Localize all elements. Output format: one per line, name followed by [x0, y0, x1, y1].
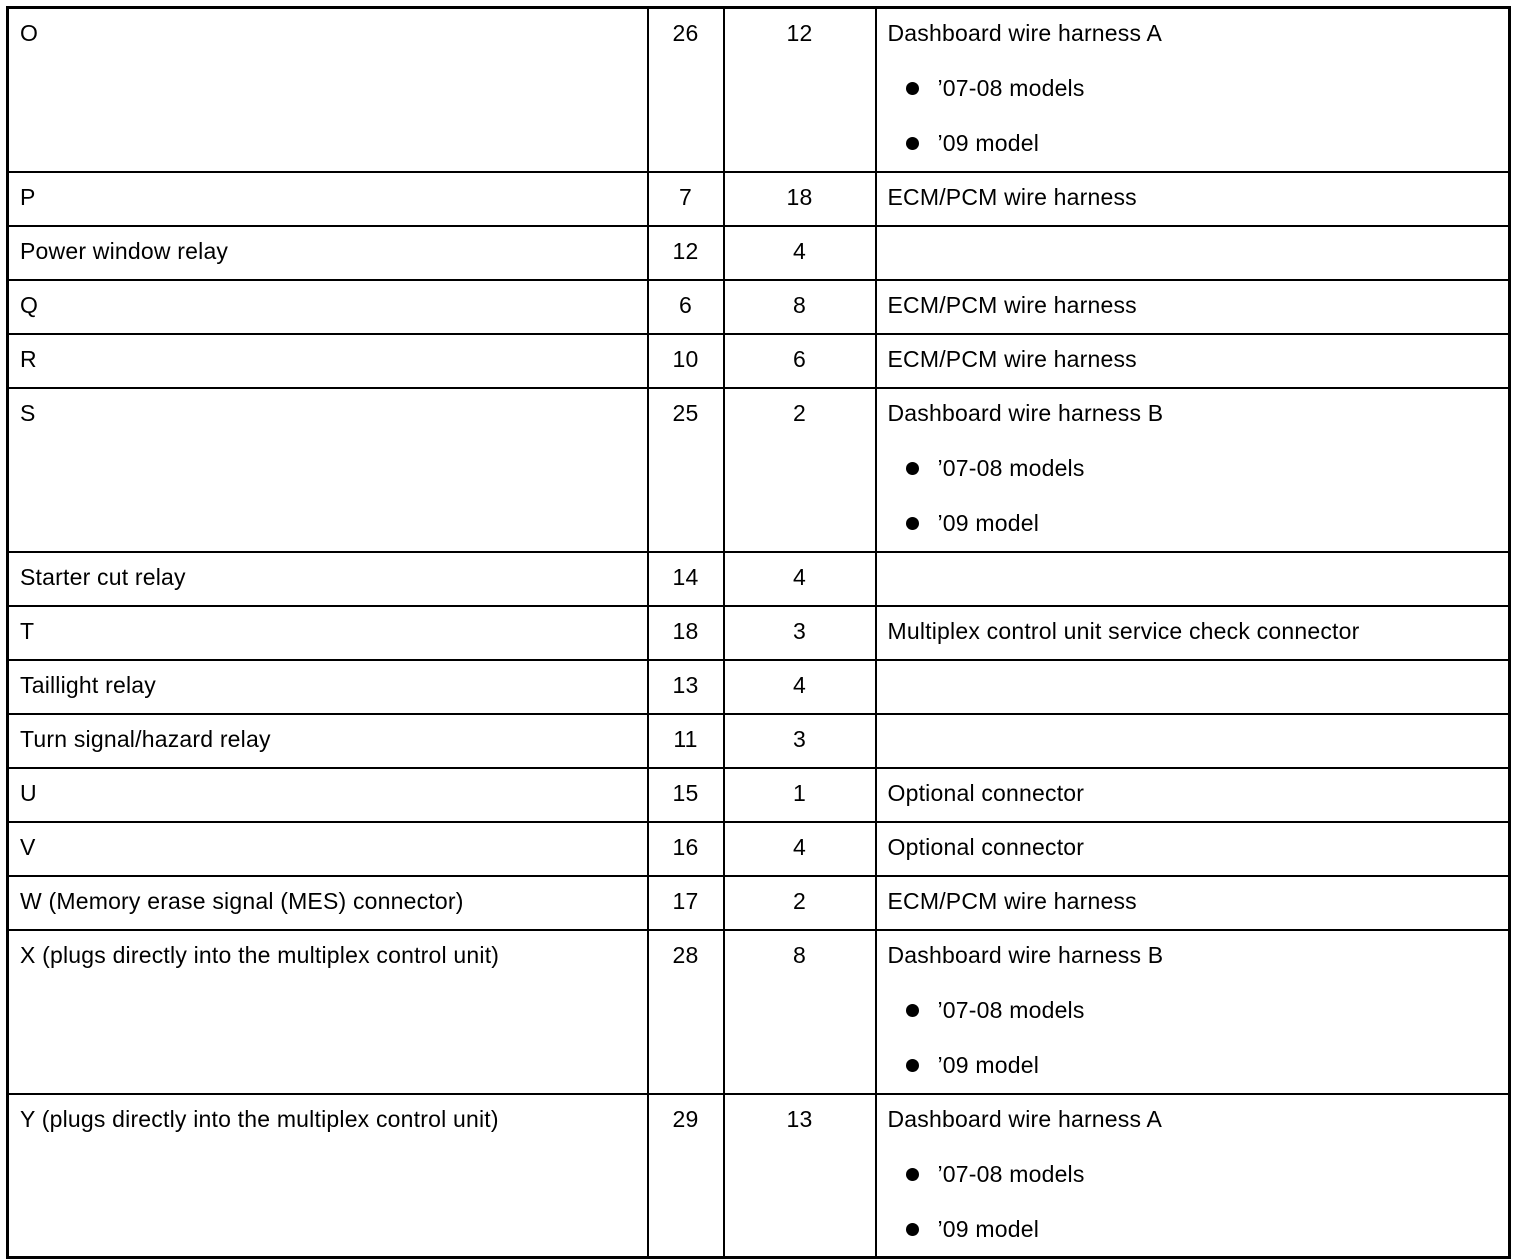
bullet-icon [906, 137, 919, 150]
terminal-count-cell: 12 [724, 8, 876, 172]
notes-cell [876, 714, 1510, 768]
table-row [8, 226, 1510, 280]
notes-text: Multiplex control unit service check connector [887, 617, 1360, 644]
notes-cell [876, 930, 1510, 1094]
model-list [888, 75, 1498, 156]
notes-cell [876, 334, 1510, 388]
location-number-cell: 15 [648, 768, 724, 822]
notes-cell [876, 226, 1510, 280]
connector-cell: P [8, 172, 648, 226]
notes-text: Optional connector [887, 779, 1085, 806]
model-label: ’07-08 models [937, 454, 1085, 481]
notes-text [888, 672, 1498, 698]
connector-cell: S [8, 388, 648, 552]
model-label: ’09 model [937, 1051, 1040, 1078]
terminal-count-cell: 6 [724, 334, 876, 388]
table-row [8, 280, 1510, 334]
terminal-count-cell: 4 [724, 552, 876, 606]
table-row [8, 552, 1510, 606]
terminal-count-cell: 8 [724, 280, 876, 334]
terminal-count-cell: 4 [724, 822, 876, 876]
model-label: ’07-08 models [937, 1160, 1085, 1187]
notes-cell [876, 280, 1510, 334]
model-list [888, 997, 1498, 1078]
notes-text [888, 726, 1498, 752]
location-number-cell: 18 [648, 606, 724, 660]
terminal-count-cell: 13 [724, 1094, 876, 1258]
notes-text: Dashboard wire harness A [887, 20, 1163, 46]
connector-cell: V [8, 822, 648, 876]
location-number-cell: 7 [648, 172, 724, 226]
location-number-cell: 6 [648, 280, 724, 334]
notes-cell [876, 8, 1510, 172]
model-list [888, 455, 1498, 536]
model-list-item [888, 1052, 1498, 1078]
bullet-icon [906, 1004, 919, 1017]
model-label: ’09 model [937, 1215, 1040, 1242]
table-row [8, 388, 1510, 552]
model-list [888, 1161, 1498, 1242]
terminal-count-cell: 4 [724, 226, 876, 280]
bullet-icon [906, 82, 919, 95]
table-row [8, 714, 1510, 768]
notes-cell [876, 660, 1510, 714]
notes-cell [876, 388, 1510, 552]
notes-text: ECM/PCM wire harness [887, 183, 1137, 210]
terminal-count-cell: 4 [724, 660, 876, 714]
notes-cell [876, 552, 1510, 606]
bullet-icon [906, 1223, 919, 1236]
model-list-item [888, 455, 1498, 481]
model-list-item [888, 130, 1498, 156]
connector-cell: Power window relay [8, 226, 648, 280]
notes-text [888, 238, 1498, 264]
terminal-count-cell: 3 [724, 714, 876, 768]
connector-cell: Y (plugs directly into the multiplex control unit) [8, 1094, 648, 1258]
table-row [8, 606, 1510, 660]
connector-cell: T [8, 606, 648, 660]
table-row [8, 8, 1510, 172]
table-row [8, 822, 1510, 876]
model-list-item [888, 997, 1498, 1023]
table-row [8, 172, 1510, 226]
table-row [8, 334, 1510, 388]
connector-table [6, 6, 1511, 1259]
location-number-cell: 26 [648, 8, 724, 172]
bullet-icon [906, 1059, 919, 1072]
notes-cell [876, 876, 1510, 930]
connector-cell: R [8, 334, 648, 388]
location-number-cell: 14 [648, 552, 724, 606]
connector-cell: X (plugs directly into the multiplex control unit) [8, 930, 648, 1094]
model-label: ’07-08 models [937, 75, 1085, 101]
connector-cell: Q [8, 280, 648, 334]
notes-cell [876, 172, 1510, 226]
connector-cell: W (Memory erase signal (MES) connector) [8, 876, 648, 930]
table-row [8, 930, 1510, 1094]
bullet-icon [906, 517, 919, 530]
location-number-cell: 17 [648, 876, 724, 930]
model-list-item [888, 75, 1498, 101]
connector-cell: Turn signal/hazard relay [8, 714, 648, 768]
model-label: ’07-08 models [937, 996, 1085, 1023]
notes-text: ECM/PCM wire harness [887, 887, 1137, 914]
notes-text: ECM/PCM wire harness [887, 291, 1137, 318]
notes-text: Optional connector [887, 833, 1085, 860]
notes-text [888, 564, 1498, 590]
model-list-item [888, 510, 1498, 536]
location-number-cell: 10 [648, 334, 724, 388]
terminal-count-cell: 3 [724, 606, 876, 660]
terminal-count-cell: 2 [724, 388, 876, 552]
terminal-count-cell: 8 [724, 930, 876, 1094]
terminal-count-cell: 18 [724, 172, 876, 226]
model-list-item [888, 1161, 1498, 1187]
table-row [8, 876, 1510, 930]
notes-cell [876, 1094, 1510, 1258]
terminal-count-cell: 1 [724, 768, 876, 822]
location-number-cell: 29 [648, 1094, 724, 1258]
table-body [8, 8, 1510, 1258]
bullet-icon [906, 462, 919, 475]
model-list-item [888, 1216, 1498, 1242]
terminal-count-cell: 2 [724, 876, 876, 930]
location-number-cell: 12 [648, 226, 724, 280]
model-label: ’09 model [937, 509, 1040, 536]
notes-text: Dashboard wire harness A [887, 1105, 1163, 1132]
location-number-cell: 11 [648, 714, 724, 768]
location-number-cell: 16 [648, 822, 724, 876]
location-number-cell: 28 [648, 930, 724, 1094]
notes-cell [876, 822, 1510, 876]
notes-cell [876, 768, 1510, 822]
table-row [8, 1094, 1510, 1258]
bullet-icon [906, 1168, 919, 1181]
notes-text: ECM/PCM wire harness [887, 345, 1137, 372]
location-number-cell: 25 [648, 388, 724, 552]
location-number-cell: 13 [648, 660, 724, 714]
connector-cell: U [8, 768, 648, 822]
connector-cell: Starter cut relay [8, 552, 648, 606]
table-row [8, 660, 1510, 714]
connector-cell: Taillight relay [8, 660, 648, 714]
notes-text: Dashboard wire harness B [887, 941, 1164, 968]
connector-cell: O [8, 8, 648, 172]
notes-text: Dashboard wire harness B [887, 399, 1164, 426]
notes-cell [876, 606, 1510, 660]
model-label: ’09 model [937, 130, 1040, 156]
table-row [8, 768, 1510, 822]
